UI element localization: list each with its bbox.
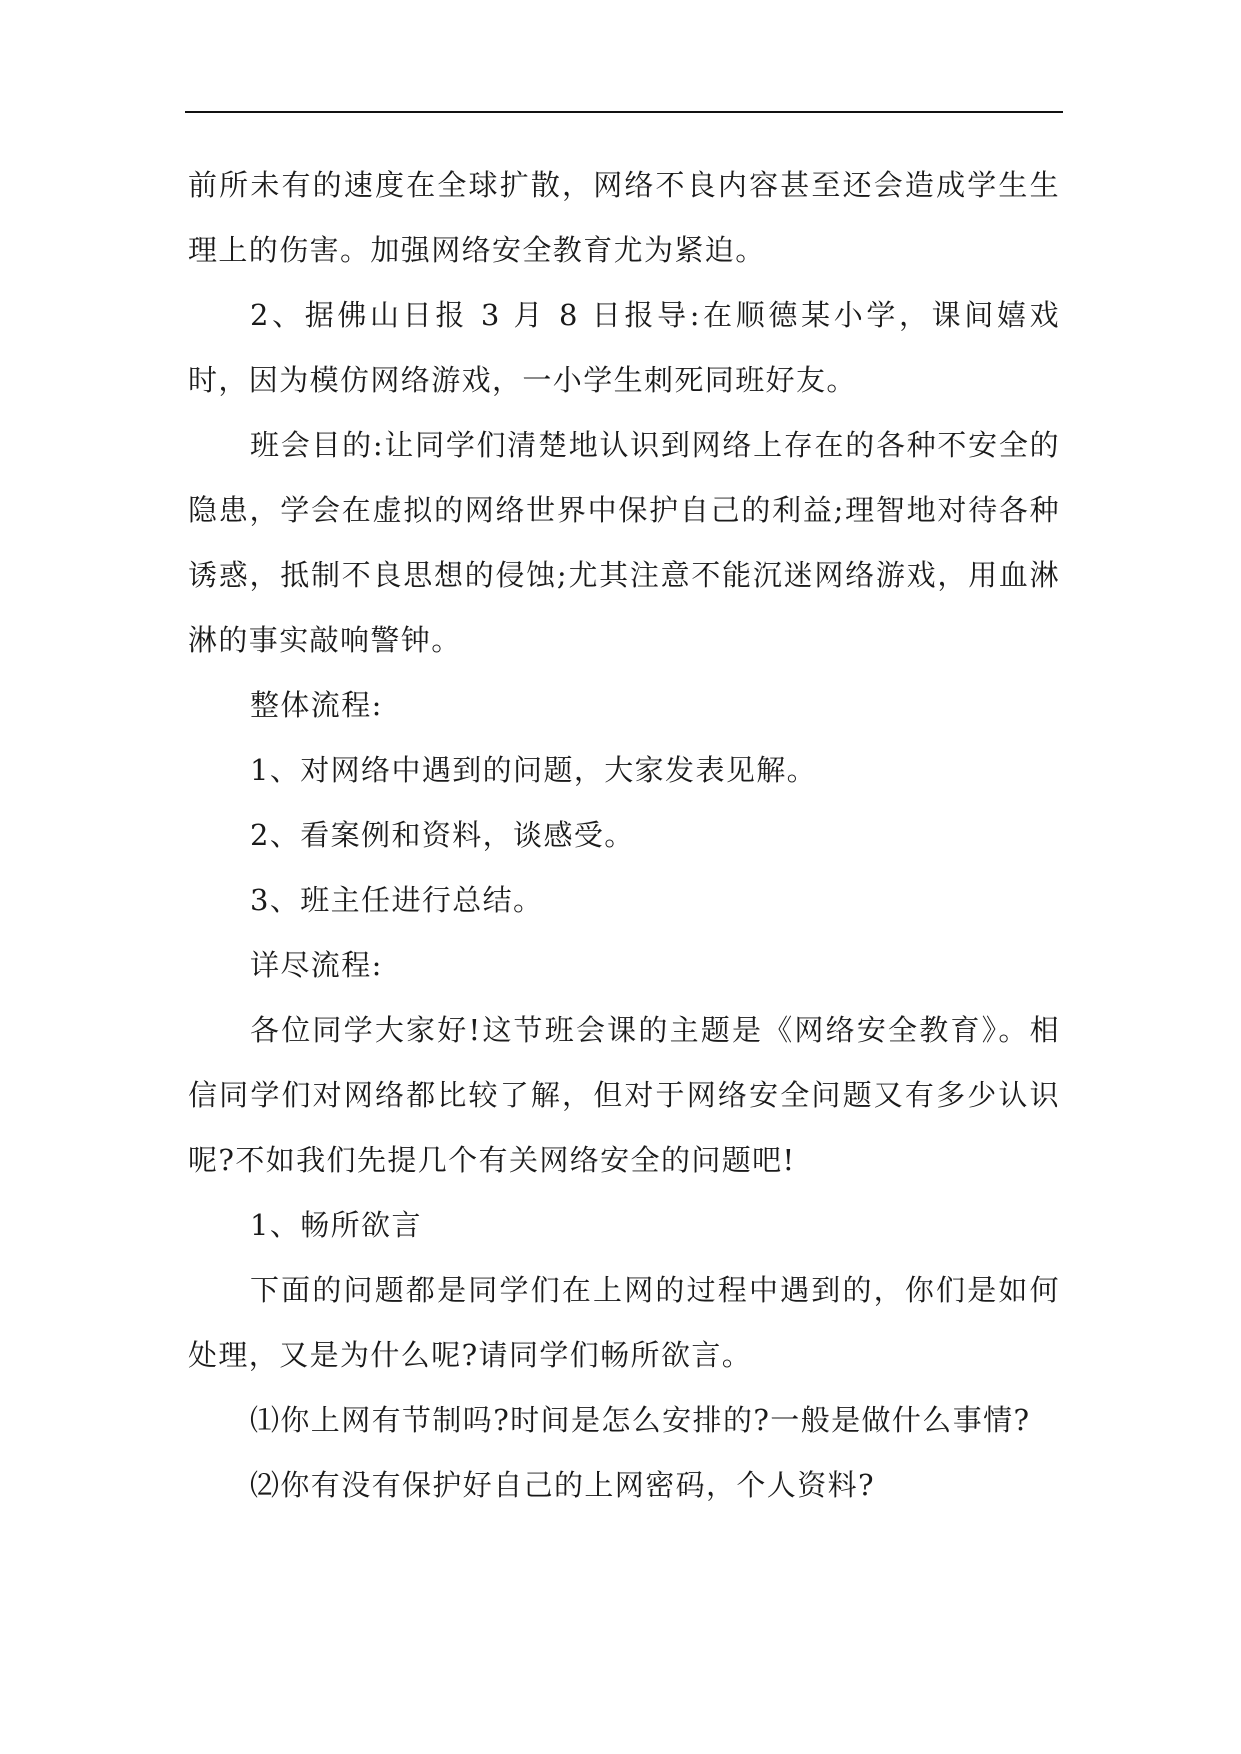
heading-detailed-process: 详尽流程: [250,948,383,982]
question-item-2: ⑵你有没有保护好自己的上网密码，个人资料? [250,1468,875,1502]
list-item-process-3: 3、班主任进行总结。 [250,883,544,917]
heading-speak-freely: 1、畅所欲言 [250,1208,422,1242]
heading-overall-process: 整体流程: [250,688,383,722]
paragraph-news-report: 2、据佛山日报 3 月 8 日报导:在顺德某小学，课间嬉戏时，因为模仿网络游戏，一小学生刺死同班好友。 [188,298,1060,397]
paragraph-greeting: 各位同学大家好!这节班会课的主题是《网络安全教育》。相信同学们对网络都比较了解，但对于网络安全问题又有多少认识呢?不如我们先提几个有关网络安全的问题吧! [188,1013,1060,1177]
question-item-1: ⑴你上网有节制吗?时间是怎么安排的?一般是做什么事情? [250,1403,1031,1437]
document-body [188,153,1060,1518]
list-item-process-1: 1、对网络中遇到的问题，大家发表见解。 [250,753,818,787]
paragraph-questions-intro: 下面的问题都是同学们在上网的过程中遇到的，你们是如何处理，又是为什么呢?请同学们畅所欲言。 [188,1273,1060,1372]
list-item-process-2: 2、看案例和资料，谈感受。 [250,818,635,852]
paragraph-continuation: 前所未有的速度在全球扩散，网络不良内容甚至还会造成学生生理上的伤害。加强网络安全教育尤为紧迫。 [188,168,1060,267]
header-rule [185,111,1063,113]
paragraph-meeting-purpose: 班会目的:让同学们清楚地认识到网络上存在的各种不安全的隐患，学会在虚拟的网络世界中保护自己的利益;理智地对待各种诱惑，抵制不良思想的侵蚀;尤其注意不能沉迷网络游戏，用血淋淋的事实敲响警钟。 [188,428,1060,657]
